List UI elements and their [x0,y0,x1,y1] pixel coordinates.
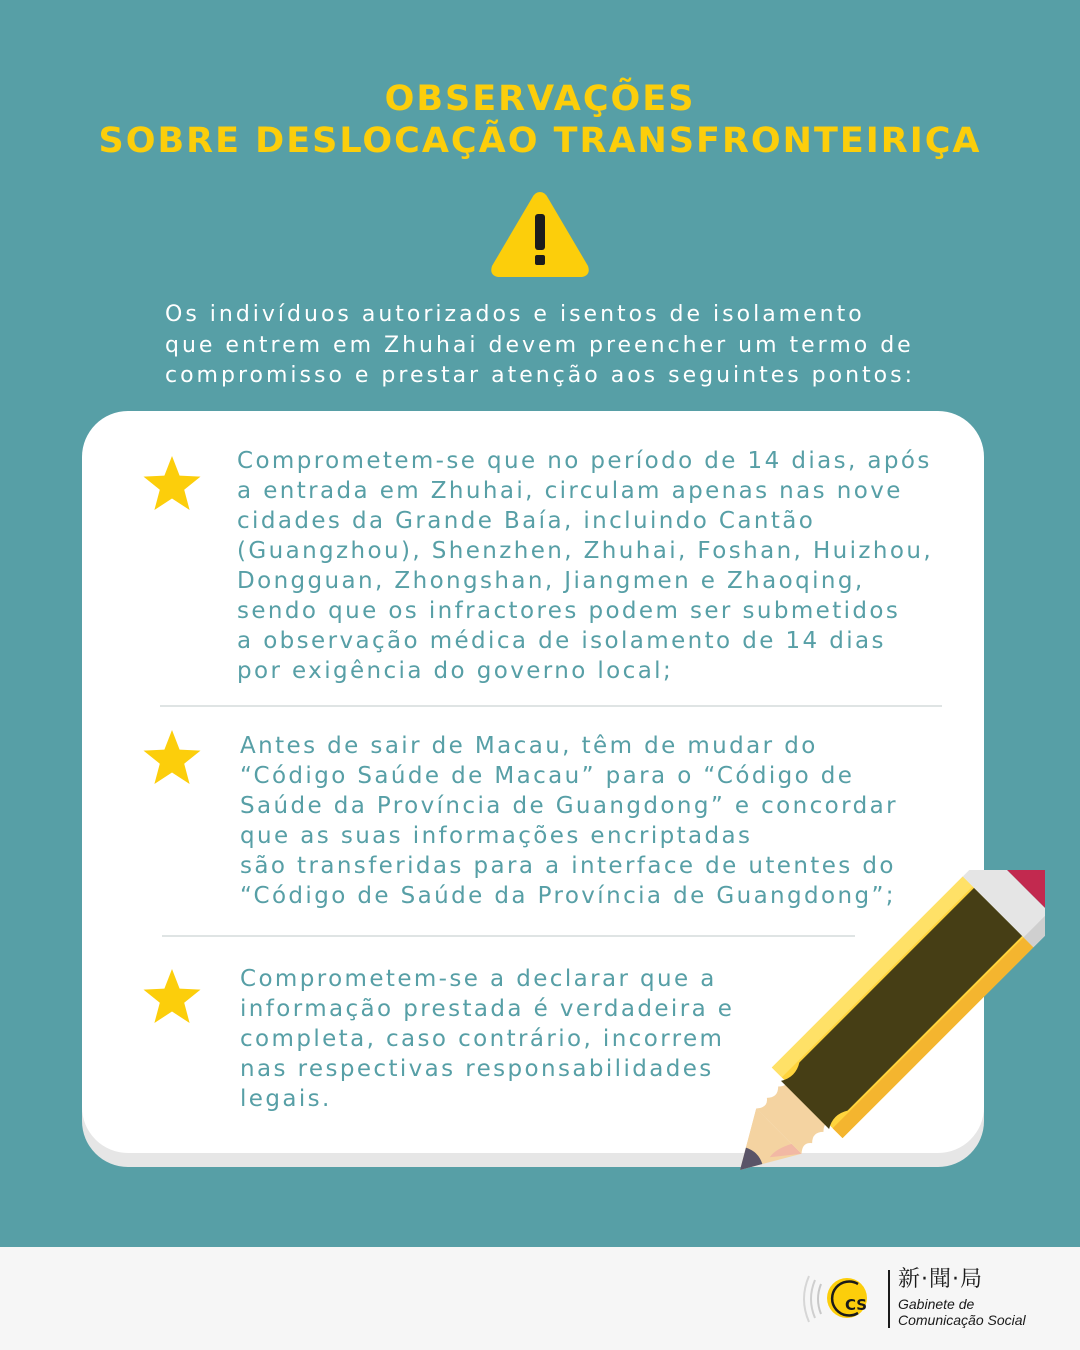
star-icon [142,968,202,1025]
point-item-2: Antes de sair de Macau, têm de mudar do “Código Saúde de Macau” para o “Código de Saúde da Província de Guangdong” e concordar que as suas informações encriptadas são transferidas para a interface de utentes do “Código de Saúde da Província de Guangdong”; [240,733,898,909]
pencil-icon [680,870,1045,1230]
star-icon [142,729,202,786]
logo-portuguese-name: Gabinete de Comunicação Social [898,1296,1026,1328]
divider [160,705,942,707]
star-icon [142,455,202,512]
logo-separator [888,1270,890,1328]
page-title-line-2: SOBRE DESLOCAÇÃO TRANSFRONTEIRIÇA [98,121,982,161]
page-title [0,78,1080,162]
point-item-1: Comprometem-se que no período de 14 dias, após a entrada em Zhuhai, circulam apenas nas nove cidades da Grande Baía, incluindo Cantão (Guangzhou), Shenzhen, Zhuhai, Foshan, Huizhou, Dongguan, Zhongshan, Jiangmen e Zhaoqing, sendo que os infractores podem ser submetidos a observação médica de isolamento de 14 dias por exigência do governo local; [237,448,934,684]
intro-text: Os indivíduos autorizados e isentos de isolamento que entrem em Zhuhai devem preencher um termo de compromisso e prestar atenção aos seguintes pontos: [165,302,916,388]
svg-text:CS: CS [845,1296,868,1314]
page-title-line-1: OBSERVAÇÕES [384,79,696,119]
logo-chinese-name: 新·聞·局 [898,1267,983,1292]
point-item-3: Comprometem-se a declarar que a informação prestada é verdadeira e completa, caso contrário, incorrem nas respectivas responsabilidades legais. [240,966,735,1112]
warning-triangle-icon [487,186,593,281]
gcs-logo-icon [795,1262,885,1336]
